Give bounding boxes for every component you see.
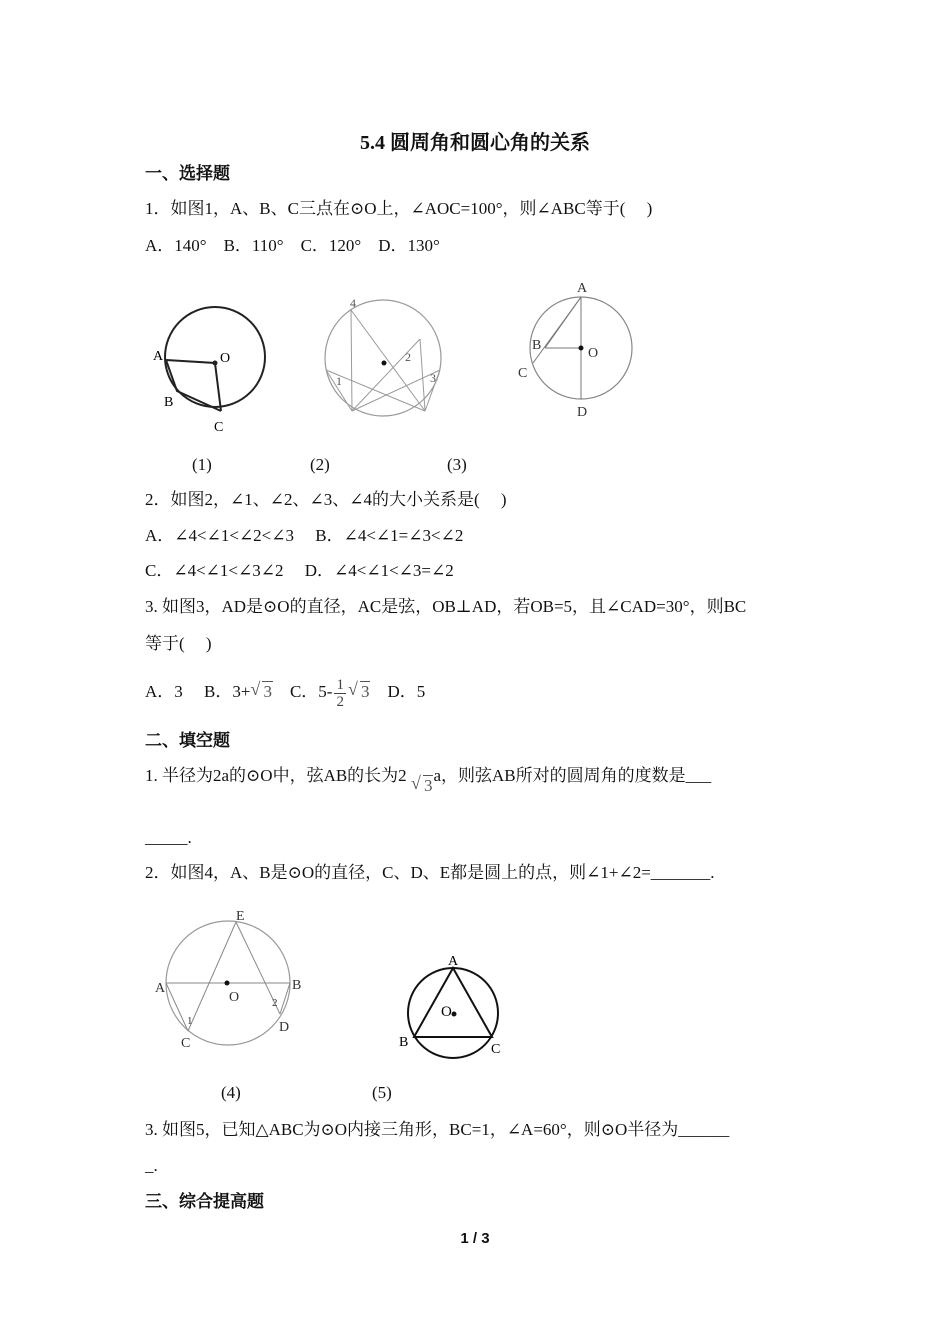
fig3-label-o: O: [588, 346, 599, 361]
fig1-label-c: C: [214, 420, 224, 435]
fig1-label-a: A: [153, 349, 164, 364]
fig4-label-2: 2: [272, 997, 278, 1009]
fig4-label-a: A: [155, 981, 166, 996]
fig4-label-e: E: [236, 909, 245, 924]
choice-q1-options: A．140° B．110° C．120° D．130°: [145, 236, 440, 255]
fig2-circle: [325, 300, 441, 416]
fig2-label-3: 3: [430, 371, 436, 385]
fig3-center-dot: [579, 346, 584, 351]
fig3-label-c: C: [518, 366, 528, 381]
choice-q3-opt-d: D．5: [370, 682, 426, 701]
section-heading-fill: 二、填空题: [145, 731, 230, 751]
page-number: 1 / 3: [460, 1230, 490, 1247]
figure-3-caption: (3): [447, 455, 467, 474]
fig2-label-4: 4: [350, 296, 356, 310]
sqrt-expression-2: √ 3: [347, 679, 370, 701]
figure-1-caption: (1): [192, 455, 212, 474]
fig2-label-2: 2: [405, 350, 411, 364]
section-heading-choice: 一、选择题: [145, 164, 230, 184]
fill-q1-line1: 1. 半径为2a的⊙O中，弦AB的长为2 √ 3a，则弦AB所对的圆周角的度数是___: [145, 766, 712, 795]
page-title: 5.4 圆周角和圆心角的关系: [360, 132, 590, 154]
fig4-label-b: B: [292, 978, 302, 993]
fig2-lines: [326, 310, 440, 411]
figure-3: [515, 275, 645, 425]
fig3-label-d: D: [577, 405, 588, 420]
figure-1: [145, 300, 275, 440]
fig3-label-b: B: [532, 338, 542, 353]
fig1-chords: [166, 360, 221, 411]
fig5-label-b: B: [399, 1035, 409, 1050]
fig1-center-dot: [213, 361, 218, 366]
fig4-center-dot: [225, 981, 230, 986]
choice-q3-opt-c: C．5-: [272, 682, 333, 701]
choice-q3-options: [145, 674, 425, 710]
choice-q1-text: 1．如图1，A、B、C三点在⊙O上，∠AOC=100°，则∠ABC等于( ): [145, 199, 653, 218]
fill-q3-line2: _.: [145, 1156, 158, 1175]
fig4-label-d: D: [279, 1020, 290, 1035]
figure-4: [150, 905, 310, 1055]
choice-q3-line1: 3. 如图3，AD是⊙O的直径，AC是弦，OB⊥AD，若OB=5，且∠CAD=30°，则BC: [145, 597, 747, 616]
fig1-label-o: O: [220, 351, 231, 366]
figure-4-caption: (4): [221, 1083, 241, 1102]
figure-2-caption: (2): [310, 455, 330, 474]
sqrt-expression: √ 3: [250, 679, 272, 701]
figure-2: [320, 283, 450, 423]
choice-q3-line2: 等于( ): [145, 634, 212, 653]
fig3-label-a: A: [577, 281, 588, 296]
choice-q2-options-cd: C．∠4<∠1<∠3∠2 D．∠4<∠1<∠3=∠2: [145, 561, 454, 580]
fraction-half: $\frac{1}{2}$: [336, 676, 344, 710]
fill-q1-line2: _____.: [145, 828, 192, 847]
fill-q2-text: 2．如图4，A、B是⊙O的直径，C、D、E都是圆上的点，则∠1+∠2=_______.: [145, 863, 715, 882]
fig4-label-o: O: [229, 990, 240, 1005]
fig5-center-dot: [452, 1012, 457, 1017]
fig4-label-1: 1: [187, 1015, 193, 1027]
fig5-label-o: O: [441, 1004, 452, 1020]
fill-q3-line1: 3. 如图5，已知△ABC为⊙O内接三角形，BC=1，∠A=60°，则⊙O半径为______: [145, 1120, 730, 1139]
section-heading-comprehensive: 三、综合提高题: [145, 1192, 264, 1212]
fig2-center-dot: [382, 361, 387, 366]
fig5-label-a: A: [448, 954, 459, 969]
fig4-label-c: C: [181, 1036, 191, 1051]
figure-5: [395, 950, 515, 1060]
sqrt-expression-3: √ 3: [410, 773, 433, 795]
figure-5-caption: (5): [372, 1083, 392, 1102]
fig5-label-c: C: [491, 1042, 501, 1057]
choice-q2-options-ab: A．∠4<∠1<∠2<∠3 B．∠4<∠1=∠3<∠2: [145, 526, 464, 545]
fig1-label-b: B: [164, 395, 174, 410]
choice-q3-opt-ab: A．3 B．3+: [145, 682, 251, 701]
fig2-label-1: 1: [336, 374, 342, 388]
choice-q2-text: 2．如图2，∠1、∠2、∠3、∠4的大小关系是( ): [145, 490, 507, 509]
